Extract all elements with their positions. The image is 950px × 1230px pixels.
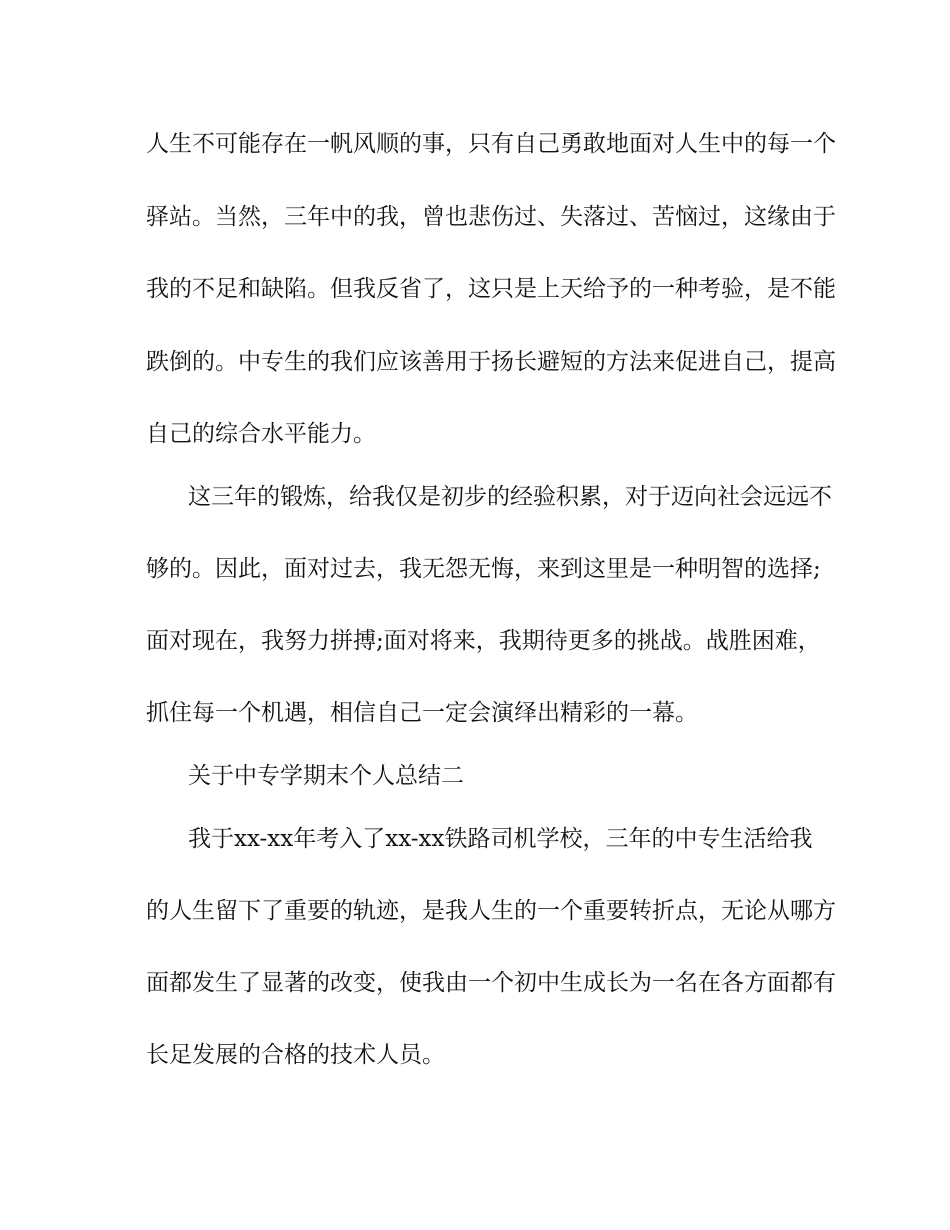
paragraph-line: 我于xx-xx年考入了xx-xx铁路司机学校，三年的中专生活给我: [188, 826, 813, 852]
paragraph-line: 的人生留下了重要的轨迹，是我人生的一个重要转折点，无论从哪方: [146, 898, 836, 924]
paragraph-line: 我的不足和缺陷。但我反省了，这只是上天给予的一种考验，是不能: [146, 276, 836, 302]
paragraph-line: 长足发展的合格的技术人员。: [146, 1042, 445, 1068]
paragraph-line: 抓住每一个机遇，相信自己一定会演绎出精彩的一幕。: [146, 700, 698, 726]
paragraph-line: 面对现在，我努力拼搏;面对将来，我期待更多的挑战。战胜困难，: [146, 628, 821, 654]
paragraph-line: 驿站。当然，三年中的我，曾也悲伤过、失落过、苦恼过，这缘由于: [146, 204, 836, 230]
section-heading: 关于中专学期末个人总结二: [188, 763, 464, 789]
paragraph-line: 人生不可能存在一帆风顺的事，只有自己勇敢地面对人生中的每一个: [146, 131, 836, 157]
paragraph-line: 够的。因此，面对过去，我无怨无悔，来到这里是一种明智的选择;: [146, 556, 821, 582]
paragraph-line: 自己的综合水平能力。: [146, 421, 376, 447]
paragraph-line: 跌倒的。中专生的我们应该善用于扬长避短的方法来促进自己，提高: [146, 349, 836, 375]
paragraph-line: 这三年的锻炼，给我仅是初步的经验积累，对于迈向社会远远不: [188, 484, 832, 510]
paragraph-line: 面都发生了显著的改变，使我由一个初中生成长为一名在各方面都有: [146, 970, 836, 996]
